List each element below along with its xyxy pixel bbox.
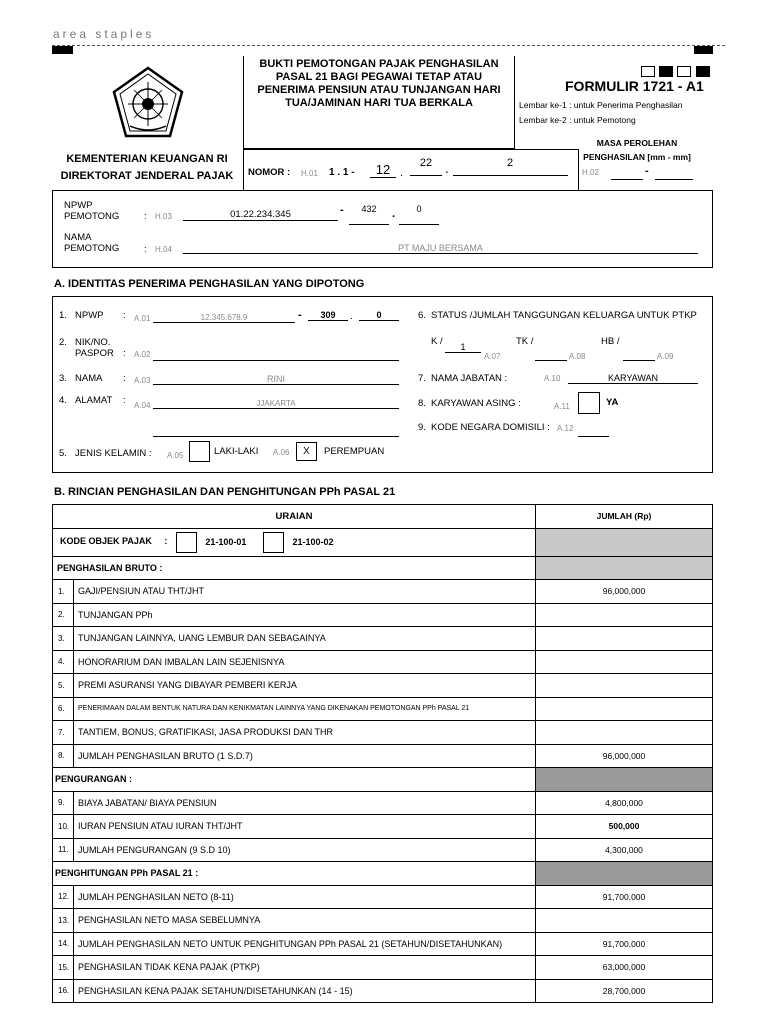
row-number: 10.: [53, 815, 74, 839]
nomor-dot: .: [400, 167, 404, 179]
table-row: [53, 838, 713, 862]
status-hb-label: HB /: [601, 336, 620, 347]
row-label: PENGHASILAN KENA PAJAK SETAHUN/DISETAHUNKAN (14 - 15): [74, 979, 536, 1003]
npwp-pemotong-dot: .: [392, 208, 396, 220]
table-row: [53, 674, 713, 698]
kode-21-100-02-label: 21-100-02: [292, 536, 334, 547]
nomor-part-a[interactable]: 12: [370, 162, 396, 178]
a1-label: NPWP: [75, 310, 104, 321]
a7-number: 7.: [418, 373, 426, 384]
a1-code: A.01: [134, 314, 151, 323]
npwp-pemotong-kpp[interactable]: 432: [349, 204, 389, 225]
row-label: PENGHASILAN NETO MASA SEBELUMNYA: [74, 909, 536, 933]
nama-pemotong-code: H.04: [155, 245, 172, 254]
table-row: [53, 815, 713, 839]
row-label: JUMLAH PENGHASILAN NETO UNTUK PENGHITUNGAN PPh PASAL 21 (SETAHUN/DISETAHUNKAN): [74, 932, 536, 956]
kode-objek-row: [53, 528, 713, 556]
a9-code: A.12: [557, 424, 574, 433]
pph-header-row: [53, 862, 713, 886]
table-row: [53, 791, 713, 815]
a7-code: A.10: [544, 374, 561, 383]
a2-nik-field[interactable]: [153, 349, 399, 361]
row-amount[interactable]: [536, 650, 713, 674]
nomor-part-c-value: 2: [507, 157, 514, 169]
nomor-code: H.01: [301, 169, 318, 178]
nomor-box: [243, 149, 578, 190]
rincian-table: [52, 504, 713, 1003]
a9-label: KODE NEGARA DOMISILI :: [431, 422, 550, 433]
row-number: 5.: [53, 674, 74, 698]
status-hb-field[interactable]: [623, 349, 655, 361]
nomor-label: NOMOR :: [248, 167, 291, 178]
a5-code: A.05: [167, 451, 184, 460]
a4-number: 4.: [59, 395, 67, 406]
lembar-2: Lembar ke-2 : untuk Pemotong: [519, 115, 636, 125]
a4-alamat-field[interactable]: JJAKARTA: [153, 399, 399, 409]
copy-box-3: [677, 66, 691, 77]
row-amount[interactable]: 91,700,000: [536, 932, 713, 956]
a3-nama-field[interactable]: RINI: [153, 374, 399, 385]
copy-box-4: [696, 66, 710, 77]
nama-pemotong-field[interactable]: PT MAJU BERSAMA: [183, 243, 698, 254]
npwp-pemotong-code: H.03: [155, 212, 172, 221]
masa-end-field[interactable]: [655, 167, 693, 180]
bruto-header: PENGHASILAN BRUTO :: [53, 556, 536, 580]
row-label: JUMLAH PENGHASILAN NETO (8-11): [74, 885, 536, 909]
row-amount[interactable]: 91,700,000: [536, 885, 713, 909]
col-uraian-header: URAIAN: [53, 505, 536, 529]
nama-pemotong-label: NAMA PEMOTONG: [64, 232, 120, 254]
table-row: [53, 580, 713, 604]
a1-colon: :: [123, 310, 126, 321]
row-number: 16.: [53, 979, 74, 1003]
kode-21-100-02-checkbox[interactable]: [263, 532, 284, 553]
a1-npwp-field[interactable]: 12.345.678.9: [153, 313, 295, 323]
pengurangan-header: PENGURANGAN :: [53, 768, 536, 792]
pph-header: PENGHITUNGAN PPh PASAL 21 :: [53, 862, 536, 886]
row-label: TUNJANGAN PPh: [74, 603, 536, 627]
a6-number: 6.: [418, 310, 426, 321]
a8-label: KARYAWAN ASING :: [431, 398, 521, 409]
npwp-pemotong-label: NPWP PEMOTONG: [64, 200, 120, 222]
npwp-pemotong-dash: -: [340, 204, 344, 216]
row-number: 3.: [53, 627, 74, 651]
row-amount[interactable]: 28,700,000: [536, 979, 713, 1003]
row-amount[interactable]: 4,800,000: [536, 791, 713, 815]
section-a-title: A. IDENTITAS PENERIMA PENGHASILAN YANG DIPOTONG: [54, 278, 365, 290]
row-amount[interactable]: [536, 909, 713, 933]
pengurangan-header-row: [53, 768, 713, 792]
a4-colon: :: [123, 395, 126, 406]
a9-number: 9.: [418, 422, 426, 433]
row-label: TUNJANGAN LAINNYA, UANG LEMBUR DAN SEBAGAINYA: [74, 627, 536, 651]
a3-number: 3.: [59, 373, 67, 384]
section-b-title: B. RINCIAN PENGHASILAN DAN PENGHITUNGAN PPh PASAL 21: [54, 486, 396, 498]
a2-number: 2.: [59, 337, 67, 348]
form-header: [52, 56, 713, 190]
masa-label: MASA PEROLEHAN PENGHASILAN [mm - mm]: [583, 138, 691, 162]
nomor-dash: -: [445, 166, 449, 178]
masa-start-field[interactable]: [611, 167, 643, 180]
row-number: 7.: [53, 721, 74, 745]
a7-label: NAMA JABATAN :: [431, 373, 508, 384]
a2-colon: :: [123, 348, 126, 359]
row-number: 2.: [53, 603, 74, 627]
table-row: [53, 885, 713, 909]
row-label: BIAYA JABATAN/ BIAYA PENSIUN: [74, 791, 536, 815]
row-label: PENGHASILAN TIDAK KENA PAJAK (PTKP): [74, 956, 536, 980]
staples-label: area staples: [53, 27, 155, 41]
status-k-label: K /: [431, 336, 443, 347]
directorate-name: DIREKTORAT JENDERAL PAJAK: [60, 170, 234, 182]
a4-code: A.04: [134, 401, 151, 410]
nomor-part-c[interactable]: [453, 157, 568, 176]
row-label: GAJI/PENSIUN ATAU THT/JHT: [74, 580, 536, 604]
a8-number: 8.: [418, 398, 426, 409]
npwp-pemotong-colon: :: [144, 211, 147, 222]
masa-dash: -: [645, 165, 649, 177]
pengurangan-header-amount: [536, 768, 713, 792]
status-hb-code: A.09: [657, 352, 674, 361]
a1-number: 1.: [59, 310, 67, 321]
kode-objek-amount: [536, 528, 713, 556]
row-amount[interactable]: [536, 674, 713, 698]
a2-label: NIK/NO. PASPOR: [75, 337, 114, 359]
perempuan-label: PEREMPUAN: [324, 446, 385, 457]
status-tk-code: A.08: [569, 352, 586, 361]
row-amount[interactable]: [536, 627, 713, 651]
row-amount[interactable]: 63,000,000: [536, 956, 713, 980]
row-label: JUMLAH PENGHASILAN BRUTO (1 S.D.7): [74, 744, 536, 768]
perempuan-checkbox[interactable]: X: [296, 442, 317, 461]
corner-marker-left: [52, 46, 73, 54]
laki-laki-label: LAKI-LAKI: [214, 446, 259, 457]
row-label: JUMLAH PENGURANGAN (9 S.D 10): [74, 838, 536, 862]
a1-dash: -: [298, 309, 302, 321]
row-label: TANTIEM, BONUS, GRATIFIKASI, JASA PRODUKSI DAN THR: [74, 721, 536, 745]
ministry-logo: [108, 64, 188, 144]
row-number: 11.: [53, 838, 74, 862]
a4-label: ALAMAT: [75, 395, 113, 406]
status-k-field[interactable]: 1: [445, 342, 481, 353]
a1-cabang-field[interactable]: 0: [359, 310, 399, 321]
kode-objek-label: KODE OBJEK PAJAK: [60, 536, 152, 547]
copy-box-1: [641, 66, 655, 77]
row-label: IURAN PENSIUN ATAU IURAN THT/JHT: [74, 815, 536, 839]
nomor-prefix: 1 . 1 -: [329, 167, 355, 178]
row-amount[interactable]: 96,000,000: [536, 580, 713, 604]
table-row: [53, 627, 713, 651]
masa-code: H.02: [582, 168, 599, 177]
karyawan-asing-checkbox[interactable]: [578, 392, 600, 414]
npwp-pemotong-cabang[interactable]: 0: [399, 204, 439, 225]
a5-label: JENIS KELAMIN :: [75, 448, 152, 459]
row-label: PENERIMAAN DALAM BENTUK NATURA DAN KENIKMATAN LAINNYA YANG DIKENAKAN PEMOTONGAN PPh PASAL 21: [74, 697, 536, 721]
row-number: 1.: [53, 580, 74, 604]
table-row: [53, 721, 713, 745]
row-number: 14.: [53, 932, 74, 956]
npwp-pemotong-field[interactable]: 01.22.234.345: [183, 209, 338, 221]
table-row: [53, 697, 713, 721]
kode-21-100-01-checkbox[interactable]: [176, 532, 197, 553]
a4-alamat-field-line2[interactable]: [153, 424, 399, 437]
lembar-1: Lembar ke-1 : untuk Penerima Penghasilan: [519, 100, 683, 110]
status-tk-field[interactable]: [535, 349, 567, 361]
a3-label: NAMA: [75, 373, 103, 384]
row-number: 6.: [53, 697, 74, 721]
a3-code: A.03: [134, 376, 151, 385]
table-row: [53, 979, 713, 1003]
pph-header-amount: [536, 862, 713, 886]
row-number: 9.: [53, 791, 74, 815]
kode-objek-colon: :: [164, 536, 168, 547]
row-label: PREMI ASURANSI YANG DIBAYAR PEMBERI KERJA: [74, 674, 536, 698]
staple-line: [52, 45, 725, 46]
issuer-block: [52, 151, 242, 185]
a9-negara-field[interactable]: [578, 425, 609, 437]
table-row: [53, 909, 713, 933]
laki-laki-checkbox[interactable]: [189, 441, 210, 462]
table-row: [53, 650, 713, 674]
bruto-header-row: [53, 556, 713, 580]
row-amount[interactable]: 4,300,000: [536, 838, 713, 862]
row-label: HONORARIUM DAN IMBALAN LAIN SEJENISNYA: [74, 650, 536, 674]
col-jumlah-header: JUMLAH (Rp): [536, 505, 713, 529]
corner-marker-right: [694, 46, 713, 54]
status-tk-label: TK /: [516, 336, 534, 347]
a3-colon: :: [123, 373, 126, 384]
copy-box-2: [659, 66, 673, 77]
kode-21-100-01-label: 21-100-01: [205, 536, 247, 547]
a1-dot: .: [350, 311, 353, 322]
row-number: 8.: [53, 744, 74, 768]
section-a-box: [52, 296, 713, 473]
title-box: [243, 56, 515, 149]
row-amount[interactable]: 500,000: [536, 815, 713, 839]
masa-perolehan-box: [578, 138, 713, 190]
row-amount[interactable]: [536, 721, 713, 745]
a1-kpp-field[interactable]: 309: [308, 310, 348, 321]
ministry-name: KEMENTERIAN KEUANGAN RI: [66, 153, 228, 165]
status-k-code: A.07: [484, 352, 501, 361]
row-amount[interactable]: 96,000,000: [536, 744, 713, 768]
nama-pemotong-colon: :: [144, 244, 147, 255]
a7-jabatan-field[interactable]: KARYAWAN: [568, 373, 698, 384]
a2-code: A.02: [134, 350, 151, 359]
row-amount[interactable]: [536, 603, 713, 627]
row-number: 4.: [53, 650, 74, 674]
a8-code: A.11: [554, 402, 570, 411]
pemotong-box: [52, 190, 713, 268]
row-number: 13.: [53, 909, 74, 933]
row-number: 12.: [53, 885, 74, 909]
table-row: [53, 932, 713, 956]
row-number: 15.: [53, 956, 74, 980]
a6-label: STATUS /JUMLAH TANGGUNGAN KELUARGA UNTUK PTKP: [431, 310, 697, 321]
form-name: FORMULIR 1721 - A1: [565, 78, 704, 94]
form-title: BUKTI PEMOTONGAN PAJAK PENGHASILAN PASAL 21 BAGI PEGAWAI TETAP ATAU PENERIMA PENSIUN ATAU TUNJANGAN HARI TUA/JAMINAN HARI TUA BERKALA: [257, 58, 501, 109]
table-row: [53, 956, 713, 980]
table-row: [53, 744, 713, 768]
row-amount[interactable]: [536, 697, 713, 721]
table-row: [53, 603, 713, 627]
bruto-header-amount: [536, 556, 713, 580]
a6-code: A.06: [273, 448, 290, 457]
kode-objek-cell: [53, 528, 536, 556]
a5-number: 5.: [59, 448, 67, 459]
table-header-row: [53, 505, 713, 529]
karyawan-asing-label: YA: [606, 397, 619, 408]
nomor-part-b[interactable]: 22: [410, 157, 442, 176]
